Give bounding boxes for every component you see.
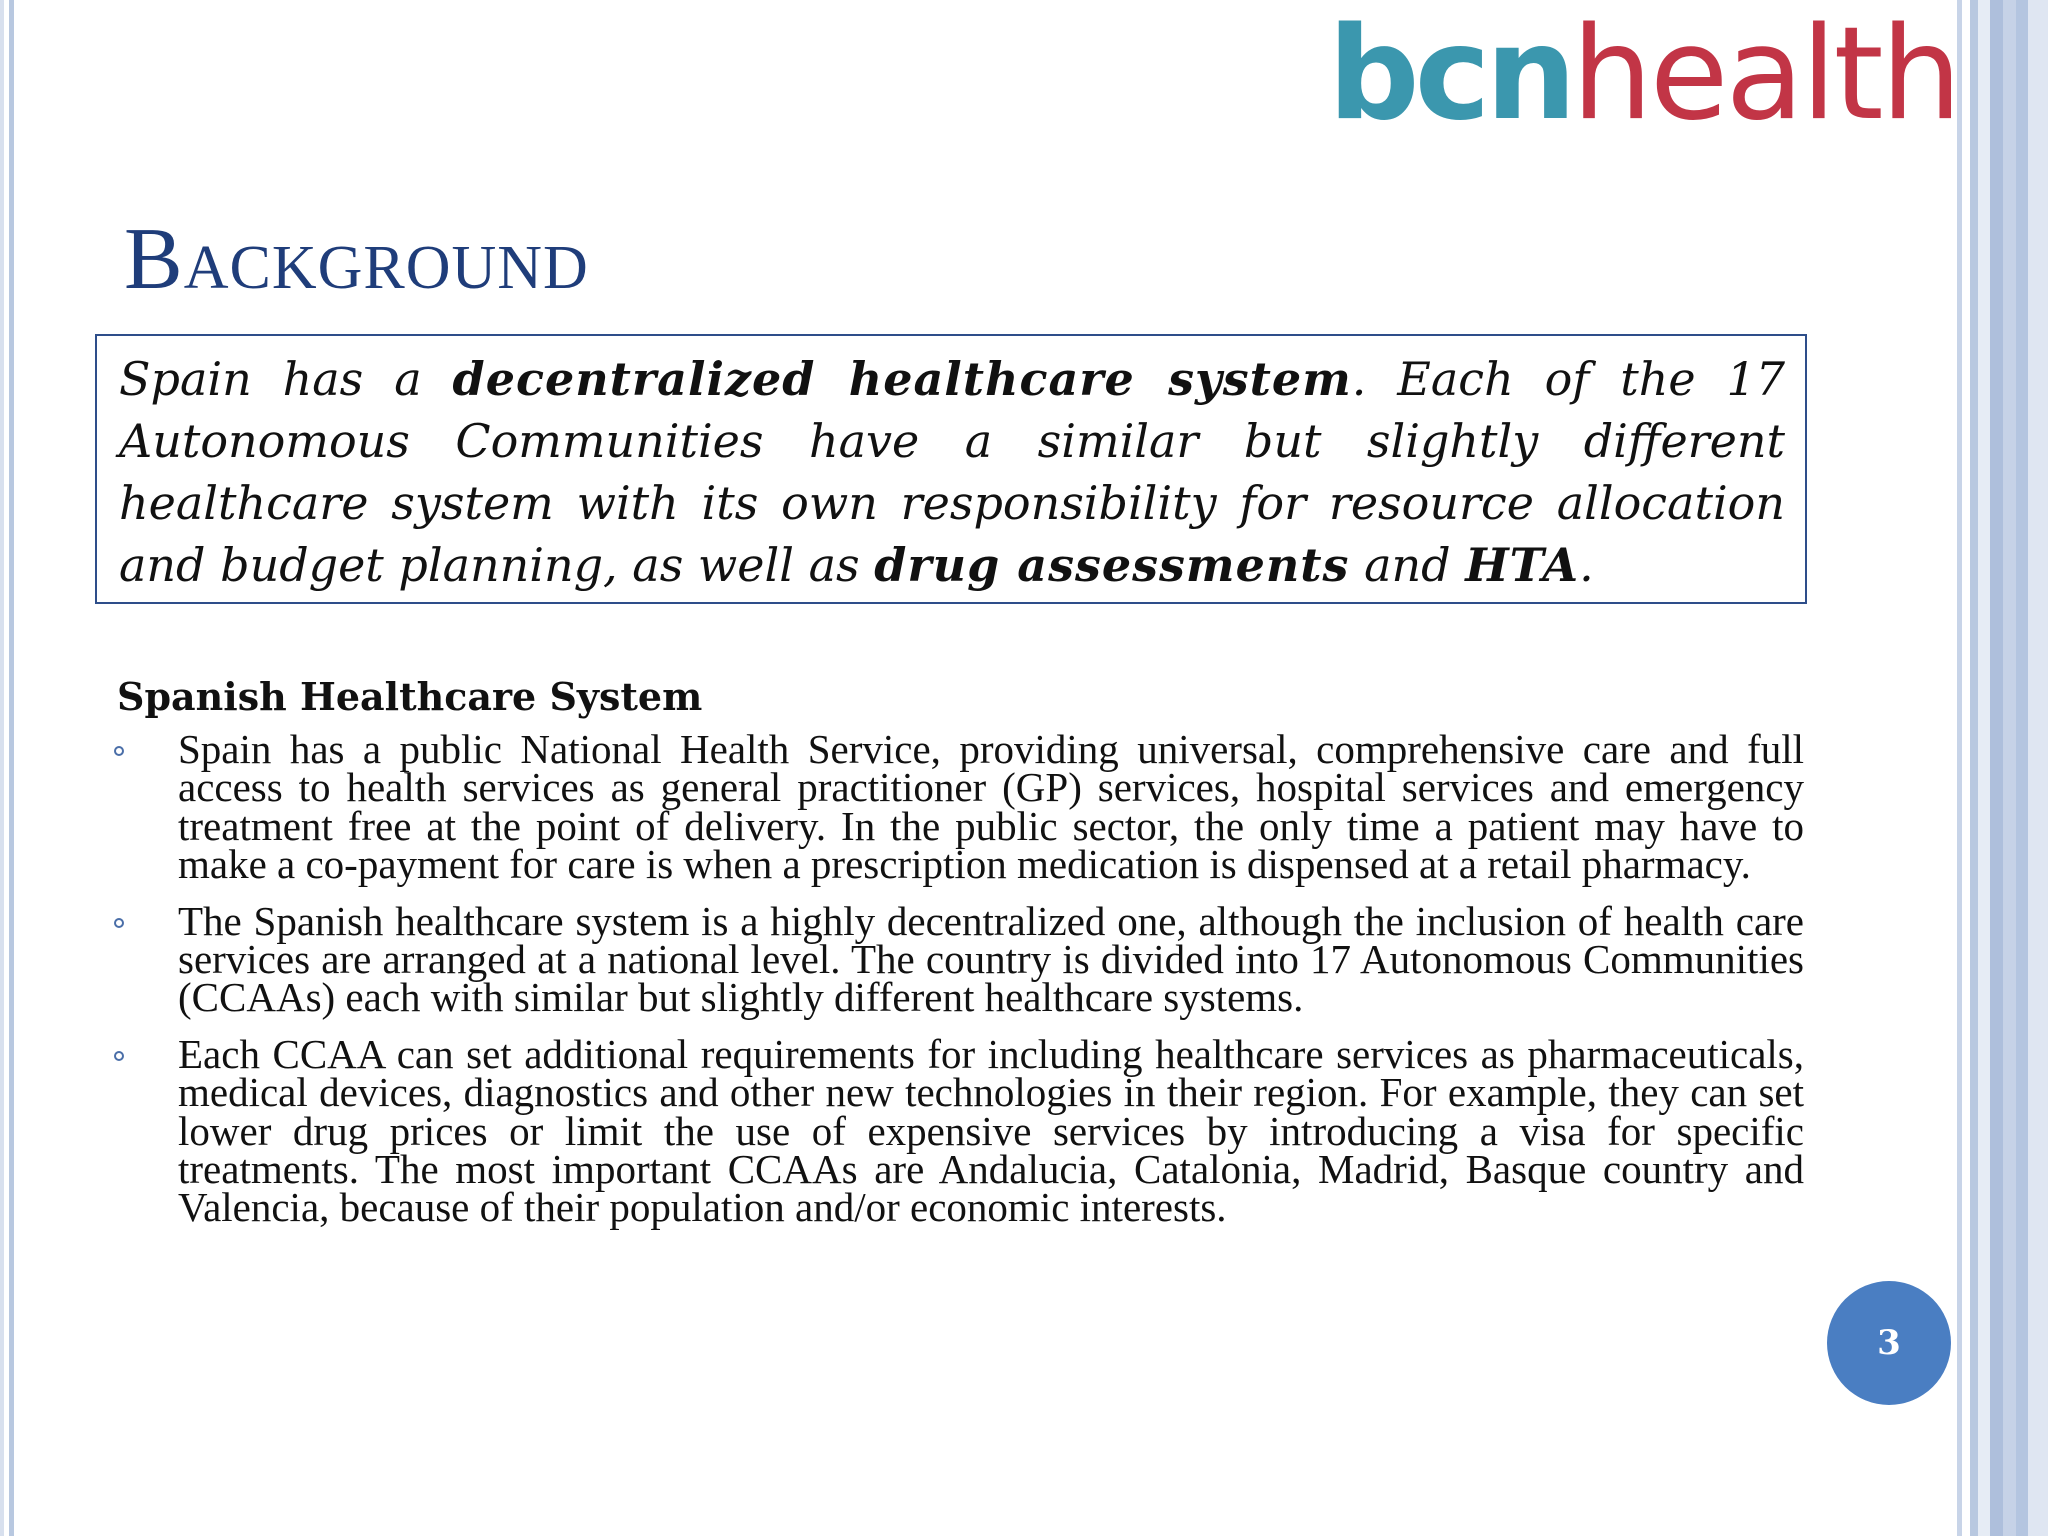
right-border-band <box>2003 0 2016 1536</box>
callout-emphasis: HTA <box>1465 538 1580 592</box>
right-border-band <box>1962 0 1970 1536</box>
logo-text-health: health <box>1571 0 1959 149</box>
bcnhealth-logo <box>1328 0 1959 150</box>
bullet-text: Each CCAA can set additional requirements for including healthcare services as pharmaceuticals, medical devices, diagnostics and other new technologies in their region. For example, they can set lower drug prices or limit the use of expensive services by introducing a visa for specific treatments. The most important CCAAs are Andalucia, Catalonia, Madrid, Basque country and Valencia, because of their population and/or economic interests. <box>178 1030 1804 1231</box>
right-border-band <box>2016 0 2028 1536</box>
bullet-circle-icon <box>114 746 124 756</box>
callout-emphasis: drug assessments <box>874 538 1350 592</box>
bullet-text: The Spanish healthcare system is a highly decentralized one, although the inclusion of health care services are arranged at a national level. The country is divided into 17 Autonomous Communities (CCAAs) each with similar but slightly different healthcare systems. <box>178 897 1804 1021</box>
bullet-circle-icon <box>114 1051 124 1061</box>
list-item <box>110 897 1804 1021</box>
bullet-circle-icon <box>114 918 124 928</box>
right-border-band <box>1990 0 2003 1536</box>
list-item <box>110 1030 1804 1231</box>
slide-title: Background <box>124 211 589 308</box>
logo-text-bcn: bcn <box>1328 0 1572 149</box>
section-heading: Spanish Healthcare System <box>117 674 703 719</box>
callout-emphasis: decentralized healthcare system <box>452 352 1352 406</box>
callout-segment: . Each of the 17 Autonomous Communities have a similar but slightly different healthcare system with its own responsibility for resource allocation and budget planning, as well as <box>119 352 1786 592</box>
callout-segment: . <box>1579 538 1594 592</box>
left-border-line <box>0 0 4 1536</box>
right-border-band <box>1978 0 1990 1536</box>
bullet-list <box>110 726 1804 1245</box>
callout-segment: Spain has a <box>119 352 453 406</box>
right-border-band <box>1970 0 1978 1536</box>
right-border-band <box>2028 0 2048 1536</box>
callout-box <box>95 334 1807 604</box>
callout-text <box>119 348 1785 596</box>
list-item <box>110 726 1804 888</box>
page-number: 3 <box>1877 1323 1901 1363</box>
bullet-text: Spain has a public National Health Service, providing universal, comprehensive care and full access to health services as general practitioner (GP) services, hospital services and emergency treatment free at the point of delivery. In the public sector, the only time a patient may have to make a co-payment for care is when a prescription medication is dispensed at a retail pharmacy. <box>178 726 1804 888</box>
left-border-line <box>9 0 14 1536</box>
page-number-badge <box>1827 1281 1951 1405</box>
callout-segment: and <box>1349 538 1466 592</box>
